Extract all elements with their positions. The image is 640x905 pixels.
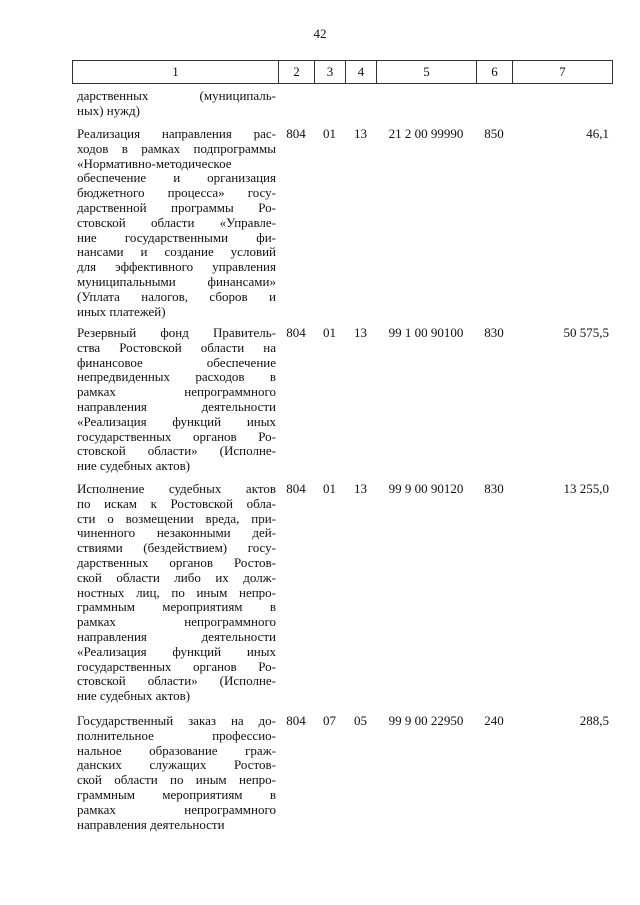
description-line: ской области либо их долж- xyxy=(77,570,276,585)
amount-value: 288,5 xyxy=(579,713,609,728)
target-article-code: 99 1 00 90100 xyxy=(388,325,464,340)
description-line: Реализация направления рас- xyxy=(77,127,276,141)
column-numbers-row xyxy=(73,61,613,84)
description-line: по искам к Ростовской обла- xyxy=(77,496,276,511)
description-line: муниципальными финансами» xyxy=(77,274,276,289)
description-line: нальное образование граж- xyxy=(77,743,276,758)
expense-type-code: 830 xyxy=(484,481,504,496)
ministry-code: 804 xyxy=(286,481,306,496)
column-header-1: 1 xyxy=(73,61,279,84)
expense-type-code: 240 xyxy=(484,713,504,728)
description-line: направления деятельности xyxy=(77,629,276,644)
description-line: ходов в рамках подпрограммы xyxy=(77,141,276,156)
description-line: ние государственными фи- xyxy=(77,230,276,245)
description-line: дарственных (муниципаль- xyxy=(77,89,276,103)
description-line: «Реализация функций иных xyxy=(77,414,276,429)
description-line: (Уплата налогов, сборов и xyxy=(77,289,276,304)
expense-type-code: 830 xyxy=(484,325,504,340)
description-line: дарственных органов Ростов- xyxy=(77,555,276,570)
row-description xyxy=(77,326,276,474)
description-line: Исполнение судебных актов xyxy=(77,482,276,496)
description-line: финансовое обеспечение xyxy=(77,355,276,370)
target-article-code: 99 9 00 22950 xyxy=(388,713,464,728)
row-description xyxy=(77,482,276,704)
page-number: 42 xyxy=(313,26,327,41)
column-header-4: 4 xyxy=(346,61,377,84)
description-line: полнительное профессио- xyxy=(77,728,276,743)
description-line: рамках непрограммного xyxy=(77,802,276,817)
subsection-code: 13 xyxy=(354,126,367,141)
section-code: 01 xyxy=(323,325,336,340)
description-line: направления деятельности xyxy=(77,399,276,414)
section-code: 01 xyxy=(323,126,336,141)
description-line: граммным мероприятиям в xyxy=(77,787,276,802)
column-header-6: 6 xyxy=(477,61,513,84)
ministry-code: 804 xyxy=(286,713,306,728)
description-line: иных платежей) xyxy=(77,304,166,319)
column-header-2: 2 xyxy=(279,61,315,84)
description-line: ние судебных актов) xyxy=(77,689,191,704)
description-line: государственных органов Ро- xyxy=(77,429,276,444)
amount-value: 13 255,0 xyxy=(563,481,609,496)
description-line: ние судебных актов) xyxy=(77,459,191,474)
column-header-7: 7 xyxy=(513,61,613,84)
description-line: ностных лиц, по иным непро- xyxy=(77,585,276,600)
subsection-code: 05 xyxy=(354,713,367,728)
description-line: для эффективного управления xyxy=(77,260,276,275)
description-line: нансами и создание условий xyxy=(77,245,276,260)
column-header-3: 3 xyxy=(315,61,346,84)
description-line: рамках непрограммного xyxy=(77,385,276,400)
description-line: Государственный заказ на до- xyxy=(77,714,276,728)
description-line: бюджетного процесса» госу- xyxy=(77,186,276,201)
row-description xyxy=(77,714,276,832)
description-line: направления деятельности xyxy=(77,817,225,832)
section-code: 01 xyxy=(323,481,336,496)
description-line: Резервный фонд Правитель- xyxy=(77,326,276,340)
description-line: стовской области» (Исполне- xyxy=(77,674,276,689)
description-line: стовской области «Управле- xyxy=(77,215,276,230)
description-line: государственных органов Ро- xyxy=(77,659,276,674)
description-line: «Нормативно-методическое xyxy=(77,156,232,171)
amount-value: 46,1 xyxy=(586,126,609,141)
ministry-code: 804 xyxy=(286,325,306,340)
target-article-code: 99 9 00 90120 xyxy=(388,481,464,496)
row-description xyxy=(77,127,276,319)
description-line: непредвиденных расходов в xyxy=(77,370,276,385)
description-line: сти о возмещении вреда, при- xyxy=(77,511,276,526)
description-line: «Реализация функций иных xyxy=(77,644,276,659)
ministry-code: 804 xyxy=(286,126,306,141)
subsection-code: 13 xyxy=(354,481,367,496)
section-code: 07 xyxy=(323,713,336,728)
description-line: данских служащих Ростов- xyxy=(77,758,276,773)
description-line: рамках непрограммного xyxy=(77,615,276,630)
expense-type-code: 850 xyxy=(484,126,504,141)
description-line: обеспечение и организация xyxy=(77,171,276,186)
description-line: дарственной программы Ро- xyxy=(77,200,276,215)
subsection-code: 13 xyxy=(354,325,367,340)
description-line: ства Ростовской области на xyxy=(77,340,276,355)
row-description xyxy=(77,89,276,119)
description-line: чиненного незаконными дей- xyxy=(77,526,276,541)
description-line: ных) нужд) xyxy=(77,103,140,118)
amount-value: 50 575,5 xyxy=(563,325,609,340)
table-header xyxy=(72,60,613,84)
description-line: граммным мероприятиям в xyxy=(77,600,276,615)
column-header-5: 5 xyxy=(377,61,477,84)
description-line: ствиями (бездействием) госу- xyxy=(77,541,276,556)
description-line: стовской области» (Исполне- xyxy=(77,444,276,459)
description-line: ской области по иным непро- xyxy=(77,773,276,788)
target-article-code: 21 2 00 99990 xyxy=(388,126,464,141)
